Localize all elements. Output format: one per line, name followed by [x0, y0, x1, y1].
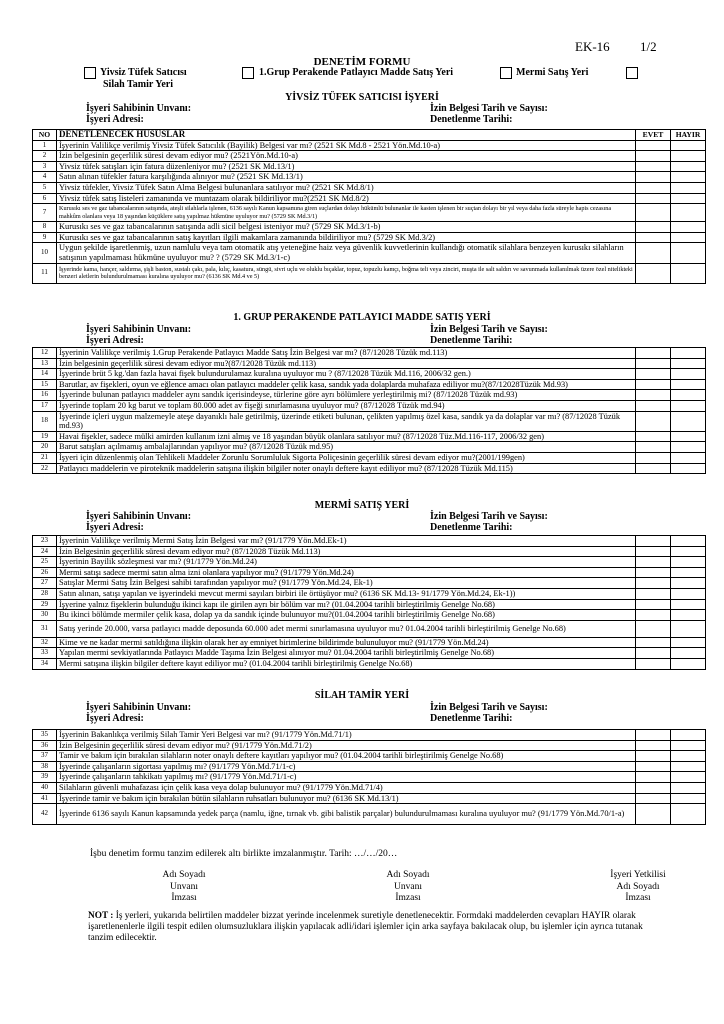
checklist-row [33, 151, 706, 162]
section-title-patlayici: 1. GRUP PERAKENDE PATLAYICI MADDE SATIŞ YERİ [233, 312, 491, 323]
page-number: 1/2 [640, 39, 657, 54]
answer-yes-cell[interactable] [636, 263, 671, 283]
answer-no-cell[interactable] [671, 222, 706, 233]
signature-title-label: Unvanı [170, 881, 198, 892]
item-number: 30 [33, 610, 57, 621]
item-number: 20 [33, 442, 57, 453]
item-number: 11 [33, 263, 57, 283]
answer-yes-cell[interactable] [636, 390, 671, 401]
signature-sign-label: İmzası [171, 893, 197, 903]
checklist-table-mermi [32, 535, 706, 670]
checklist-row [33, 658, 706, 669]
item-number: 2 [33, 151, 57, 162]
checklist-row [33, 369, 706, 380]
label-silah-tamir: Silah Tamir Yeri [103, 79, 174, 90]
answer-no-cell[interactable] [671, 567, 706, 578]
col-header-items: DENETLENECEK HUSUSLAR [57, 130, 636, 141]
item-text: İzin Belgesinin geçerlilik süresi devam ediyor mu? (91/1779 Yön.Md.71/2) [57, 740, 636, 751]
item-text: Satın alınan tüfekler fatura karşılığında alınıyor mu? (2521 SK Md.13/1) [57, 172, 636, 183]
answer-no-cell[interactable] [671, 369, 706, 380]
checklist-row [33, 204, 706, 222]
answer-yes-cell[interactable] [636, 772, 671, 783]
item-number: 7 [33, 204, 57, 222]
item-text: Mermi satışına ilişkin bilgiler deftere kayıt ediliyor mu? (01.04.2004 tarihli birleştirilmiş Genelge No.68) [57, 658, 636, 669]
item-number: 29 [33, 599, 57, 610]
item-text: İşyerinde tamir ve bakım için bırakılan bütün silahların ruhsatları bulunuyor mu? (6136 SK Md.13/1) [57, 793, 636, 804]
item-text: Tamir ve bakım için bırakılan silahların noter onaylı deftere kayıtları yapılıyor mu? (01.04.2004 tarihli birleştirilmiş Genelge No.68) [57, 751, 636, 762]
item-text: Yivsiz tüfekler, Yivsiz Tüfek Satın Alma Belgesi bulunanlara satılıyor mu? (2521 SK Md.8/1) [57, 182, 636, 193]
answer-yes-cell[interactable] [636, 648, 671, 659]
permit-label: İzin Belgesi Tarih ve Sayısı: [430, 324, 548, 335]
checkbox-mermi-satis[interactable] [500, 67, 512, 79]
checklist-row [33, 463, 706, 474]
answer-yes-cell[interactable] [636, 193, 671, 204]
section-title-mermi: MERMİ SATIŞ YERİ [314, 500, 410, 511]
answer-yes-cell[interactable] [636, 536, 671, 547]
answer-yes-cell[interactable] [636, 172, 671, 183]
signature-sign-label: İmzası [395, 893, 421, 903]
answer-no-cell[interactable] [671, 379, 706, 390]
answer-no-cell[interactable] [671, 793, 706, 804]
checklist-row [33, 442, 706, 453]
address-label: İşyeri Adresi: [86, 713, 144, 724]
item-number: 23 [33, 536, 57, 547]
item-text: Barut satışları açılmamış ambalajlarından yapılıyor mu? (87/12028 Tüzük md.95) [57, 442, 636, 453]
answer-yes-cell[interactable] [636, 348, 671, 359]
checklist-row [33, 400, 706, 411]
permit-label: İzin Belgesi Tarih ve Sayısı: [430, 702, 548, 713]
signature-block-inspector-1 [124, 870, 244, 905]
item-number: 37 [33, 751, 57, 762]
answer-no-cell[interactable] [671, 740, 706, 751]
answer-yes-cell[interactable] [636, 730, 671, 741]
checkbox-patlayici-madde[interactable] [242, 67, 254, 79]
answer-yes-cell[interactable] [636, 578, 671, 589]
inspection-date-label: Denetlenme Tarihi: [430, 114, 513, 125]
item-number: 19 [33, 431, 57, 442]
checklist-row [33, 182, 706, 193]
checklist-row [33, 546, 706, 557]
checklist-row [33, 637, 706, 648]
answer-no-cell[interactable] [671, 782, 706, 793]
checklist-row [33, 620, 706, 637]
answer-no-cell[interactable] [671, 243, 706, 263]
label-mermi-satis: Mermi Satış Yeri [516, 67, 589, 78]
item-number: 9 [33, 232, 57, 243]
item-number: 25 [33, 557, 57, 568]
answer-yes-cell[interactable] [636, 182, 671, 193]
inspection-date-label: Denetlenme Tarihi: [430, 522, 513, 533]
answer-yes-cell[interactable] [636, 452, 671, 463]
answer-no-cell[interactable] [671, 620, 706, 637]
item-number: 33 [33, 648, 57, 659]
item-number: 5 [33, 182, 57, 193]
answer-no-cell[interactable] [671, 804, 706, 825]
answer-yes-cell[interactable] [636, 740, 671, 751]
answer-yes-cell[interactable] [636, 222, 671, 233]
answer-no-cell[interactable] [671, 588, 706, 599]
answer-yes-cell[interactable] [636, 546, 671, 557]
address-label: İşyeri Adresi: [86, 114, 144, 125]
answer-no-cell[interactable] [671, 637, 706, 648]
checklist-row [33, 161, 706, 172]
item-number: 41 [33, 793, 57, 804]
answer-yes-cell[interactable] [636, 793, 671, 804]
checklist-row [33, 740, 706, 751]
checklist-row [33, 782, 706, 793]
checkbox-yivsiz-tufek[interactable] [84, 67, 96, 79]
note-text: İş yerleri, yukarıda belirtilen maddeler bizzat yerinde incelenmek suretiyle denetlenecektir. Formdaki maddelerden cevapları HAYIR olarak işaretlenenlerle ilgili tespit edilen olumsuzluklara ilişkin yapılacak adli/idari işlemler için arka sayfaya bakılacak olup, bu işlemler için ayrıca tutanak tanzim edilecektir. [88, 911, 643, 943]
checklist-row [33, 431, 706, 442]
owner-label: İşyeri Sahibinin Unvanı: [86, 702, 192, 713]
item-number: 13 [33, 358, 57, 369]
item-number: 4 [33, 172, 57, 183]
answer-no-cell[interactable] [671, 390, 706, 401]
answer-yes-cell[interactable] [636, 442, 671, 453]
item-number: 36 [33, 740, 57, 751]
checklist-row [33, 536, 706, 547]
checklist-row [33, 140, 706, 151]
item-number: 22 [33, 463, 57, 474]
answer-yes-cell[interactable] [636, 431, 671, 442]
answer-yes-cell[interactable] [636, 567, 671, 578]
answer-yes-cell[interactable] [636, 369, 671, 380]
checklist-row [33, 751, 706, 762]
answer-yes-cell[interactable] [636, 599, 671, 610]
item-text: Yapılan mermi sevkiyatlarında Patlayıcı Madde Taşıma İzin Belgesi alınıyor mu? 01.04.2004 tarihli birleştirilmiş Genelge No.68) [57, 648, 636, 659]
checklist-row [33, 243, 706, 263]
signature-sign-label: İmzası [625, 893, 651, 903]
checklist-row [33, 730, 706, 741]
checkbox-silah-tamir[interactable] [626, 67, 638, 79]
item-text: Kime ve ne kadar mermi satıldığına ilişkin olarak her ay emniyet birimlerine bildirimde bulunuluyor mu? (91/1779 Yön.Md.24) [57, 637, 636, 648]
checklist-row [33, 557, 706, 568]
item-text: İşyeri için düzenlenmiş olan Tehlikeli Maddeler Zorunlu Sorumluluk Sigorta Poliçesinin geçerlilik süresi devam ediyor mu?(2001/199gen) [57, 452, 636, 463]
item-text: İşyerinin Bayilik sözleşmesi var mı? (91/1779 Yön.Md.24) [57, 557, 636, 568]
answer-no-cell[interactable] [671, 232, 706, 243]
col-header-no: NO [33, 130, 57, 141]
col-header-no-answer: HAYIR [671, 130, 706, 141]
item-text: İzin belgesinin geçerlilik süresi devam ediyor mu?(87/12028 Tüzük md.113) [57, 358, 636, 369]
answer-yes-cell[interactable] [636, 610, 671, 621]
item-number: 14 [33, 369, 57, 380]
answer-yes-cell[interactable] [636, 658, 671, 669]
checklist-row [33, 263, 706, 283]
checklist-row [33, 390, 706, 401]
item-number: 3 [33, 161, 57, 172]
answer-no-cell[interactable] [671, 536, 706, 547]
item-text: Yivsiz tüfek satış listeleri zamanında ve muntazam olarak bildiriliyor mu?(2521 SK Md.8/2) [57, 193, 636, 204]
answer-no-cell[interactable] [671, 658, 706, 669]
form-title: DENETİM FORMU [313, 56, 411, 68]
checklist-row [33, 358, 706, 369]
answer-no-cell[interactable] [671, 172, 706, 183]
signature-role-label: İşyeri Yetkilisi [610, 870, 666, 880]
item-text: İşyerinde kama, hançer, saldırma, şişli baston, sustalı çakı, pala, kılıç, kasatura, süngü, sivri uçlu ve oluklu bıçaklar, topuz, topuzlu kamçı, boğma teli veya zinciri, muşta ile salt saldırı ve savunmada kullanılmak üzere özel nitelikteki benzeri aletlerin bulundurulmaması kuralına uyuluyor mu? (6136 SK Md.4 ve 5) [57, 263, 636, 283]
answer-yes-cell[interactable] [636, 161, 671, 172]
answer-yes-cell[interactable] [636, 557, 671, 568]
item-text: Kurusıkı ses ve gaz tabancalarının satışında, ateşli silahlarla işlenen, 6136 sayılı Kanun kapsamına giren suçlardan dolayı hükümlü bulunanlar ile kasten işlenen bir suçtan dolayı bir yıl veya daha fazla süreyle hapis cezasına mahkûm olanlara veya 18 yaşından küçüklere satış yapılmaz hükmüne uyuluyor mu? (5729 SK Md.3/1) [57, 204, 636, 222]
checklist-row [33, 761, 706, 772]
item-number: 27 [33, 578, 57, 589]
item-number: 34 [33, 658, 57, 669]
item-text: Havai fişekler, sadece mülki amirden kullanım izni almış ve 18 yaşından büyük olanlara satılıyor mu? (87/12028 Tüz.Md.116-117, 2006/32 gen) [57, 431, 636, 442]
checklist-row [33, 379, 706, 390]
answer-no-cell[interactable] [671, 411, 706, 431]
answer-yes-cell[interactable] [636, 358, 671, 369]
answer-no-cell[interactable] [671, 610, 706, 621]
item-number: 39 [33, 772, 57, 783]
item-text: Mermi satışı sadece mermi satın alma izni olanlara yapılıyor mu? (91/1779 Yön.Md.24) [57, 567, 636, 578]
item-text: İşyerinde çalışanların tahkikatı yapılmış mı? (91/1779 Yön.Md.71/1-c) [57, 772, 636, 783]
answer-yes-cell[interactable] [636, 151, 671, 162]
answer-yes-cell[interactable] [636, 379, 671, 390]
item-text: Satış yerinde 20.000, varsa patlayıcı madde deposunda 60.000 adet mermi sınırlamasına uyuluyor mu? 01.04.2004 tarihli birleştirilmiş Genelge No.68) [57, 620, 636, 637]
item-number: 40 [33, 782, 57, 793]
item-text: Silahların güvenli muhafazası için çelik kasa veya dolap bulunuyor mu? (91/1779 Yön.Md.71/4) [57, 782, 636, 793]
answer-yes-cell[interactable] [636, 761, 671, 772]
checklist-row [33, 232, 706, 243]
item-number: 17 [33, 400, 57, 411]
owner-label: İşyeri Sahibinin Unvanı: [86, 103, 192, 114]
answer-no-cell[interactable] [671, 751, 706, 762]
section-title-silah-tamir: SİLAH TAMİR YERİ [314, 690, 410, 701]
checklist-row [33, 588, 706, 599]
item-text: İzin Belgesinin geçerlilik süresi devam ediyor mu? (87/12028 Tüzük Md.113) [57, 546, 636, 557]
item-number: 8 [33, 222, 57, 233]
checklist-row [33, 193, 706, 204]
item-number: 18 [33, 411, 57, 431]
label-patlayici-madde: 1.Grup Perakende Patlayıcı Madde Satış Yeri [259, 67, 454, 78]
answer-no-cell[interactable] [671, 204, 706, 222]
signature-title-label: Unvanı [394, 881, 422, 892]
item-text: İşyerinde brüt 5 kg.'dan fazla havai fişek bulundurulamaz kuralına uyuluyor mu ? (87/12028 Tüzük Md.116, 2006/32 gen.) [57, 369, 636, 380]
answer-yes-cell[interactable] [636, 620, 671, 637]
answer-no-cell[interactable] [671, 263, 706, 283]
item-text: İşyerine yalnız fişeklerin bulunduğu ikinci kapı ile girilen ayrı bir bölüm var mı? (01.04.2004 tarihli birleştirilmiş Genelge No.68) [57, 599, 636, 610]
answer-no-cell[interactable] [671, 648, 706, 659]
item-number: 32 [33, 637, 57, 648]
item-text: İşyerinde içleri uygun malzemeyle ateşe dayanıklı hale getirilmiş, üzerinde etiketi bulunan, çelikten yapılmış özel kasa, sandık ya da dolaplar var mı? (87/12028 Tüzük md.93) [57, 411, 636, 431]
item-number: 38 [33, 761, 57, 772]
answer-yes-cell[interactable] [636, 140, 671, 151]
checklist-row [33, 222, 706, 233]
item-number: 15 [33, 379, 57, 390]
item-text: Kurusıkı ses ve gaz tabancalarının satışında adli sicil belgesi isteniyor mu? (5729 SK Md.3/1-b) [57, 222, 636, 233]
note-label: NOT : [88, 911, 114, 921]
permit-label: İzin Belgesi Tarih ve Sayısı: [430, 511, 548, 522]
answer-no-cell[interactable] [671, 140, 706, 151]
answer-no-cell[interactable] [671, 431, 706, 442]
item-text: İşyerinin Valilikçe verilmiş Yivsiz Tüfek Satıcılık (Bayilik) Belgesi var mı? (2521 SK Md.8 - 2521 Yön.Md.10-a) [57, 140, 636, 151]
item-number: 10 [33, 243, 57, 263]
answer-yes-cell[interactable] [636, 232, 671, 243]
item-number: 24 [33, 546, 57, 557]
form-code: EK-16 [575, 39, 610, 54]
item-number: 28 [33, 588, 57, 599]
col-header-yes: EVET [636, 130, 671, 141]
signature-name-label: Adı Soyadı [162, 870, 206, 880]
item-number: 1 [33, 140, 57, 151]
answer-no-cell[interactable] [671, 151, 706, 162]
checklist-table-patlayici [32, 347, 706, 474]
checklist-row [33, 804, 706, 825]
item-text: Patlayıcı maddelerin ve piroteknik maddelerin satışına ilişkin bilgiler noter onaylı deftere kayıt ediliyor mu? (87/12028 Tüzük Md.115) [57, 463, 636, 474]
item-text: Satışlar Mermi Satış İzin Belgesi sahibi tarafından yapılıyor mu? (91/1779 Yön.Md.24, Ek-1) [57, 578, 636, 589]
answer-no-cell[interactable] [671, 599, 706, 610]
item-number: 16 [33, 390, 57, 401]
signature-name-label: Adı Soyadı [386, 870, 430, 880]
signoff-statement: İşbu denetim formu tanzim edilerek altı birlikte imzalanmıştır. Tarih: …/…/20… [90, 849, 398, 859]
answer-no-cell[interactable] [671, 442, 706, 453]
item-number: 6 [33, 193, 57, 204]
inspection-date-label: Denetlenme Tarihi: [430, 335, 513, 346]
answer-yes-cell[interactable] [636, 400, 671, 411]
answer-yes-cell[interactable] [636, 243, 671, 263]
item-text: İşyerinde çalışanların sigortası yapılmış mı? (91/1779 Yön.Md.71/1-c) [57, 761, 636, 772]
answer-no-cell[interactable] [671, 348, 706, 359]
address-label: İşyeri Adresi: [86, 522, 144, 533]
answer-no-cell[interactable] [671, 452, 706, 463]
inspection-date-label: Denetlenme Tarihi: [430, 713, 513, 724]
answer-no-cell[interactable] [671, 578, 706, 589]
checklist-table-silah-tamir [32, 729, 706, 825]
answer-no-cell[interactable] [671, 182, 706, 193]
checklist-row [33, 567, 706, 578]
item-text: Satın alınan, satışı yapılan ve işyerindeki mevcut mermi sayıları birbiri ile örtüşüyor mu? (6136 SK Md.13- 91/1779 Yön.Md.24, Ek-1)) [57, 588, 636, 599]
permit-label: İzin Belgesi Tarih ve Sayısı: [430, 103, 548, 114]
answer-yes-cell[interactable] [636, 804, 671, 825]
section-title-yivsiz: YİVSİZ TÜFEK SATICISI İŞYERİ [285, 92, 439, 103]
answer-no-cell[interactable] [671, 730, 706, 741]
item-text: İşyerinin Bakanlıkça verilmiş Silah Tamir Yeri Belgesi var mı? (91/1779 Yön.Md.71/1) [57, 730, 636, 741]
answer-no-cell[interactable] [671, 161, 706, 172]
answer-yes-cell[interactable] [636, 411, 671, 431]
address-label: İşyeri Adresi: [86, 335, 144, 346]
answer-no-cell[interactable] [671, 546, 706, 557]
answer-no-cell[interactable] [671, 400, 706, 411]
item-number: 12 [33, 348, 57, 359]
checklist-row [33, 578, 706, 589]
label-yivsiz-tufek: Yivsiz Tüfek Satıcısı [100, 67, 187, 78]
owner-label: İşyeri Sahibinin Unvanı: [86, 511, 192, 522]
item-text: İşyerinde 6136 sayılı Kanun kapsamında yedek parça (namlu, iğne, tırnak vb. gibi balistik parçalar) bulundurulmaması kuralına uyuluyor mu? (91/1779 Yön.Md.70/1-a) [57, 804, 636, 825]
checklist-row [33, 452, 706, 463]
owner-label: İşyeri Sahibinin Unvanı: [86, 324, 192, 335]
answer-no-cell[interactable] [671, 193, 706, 204]
item-text: Bu ikinci bölümde mermiler çelik kasa, dolap ya da sandık içinde bulunuyor mu?(01.04.2004 tarihli birleştirilmiş Genelge No.68) [57, 610, 636, 621]
item-number: 26 [33, 567, 57, 578]
answer-no-cell[interactable] [671, 358, 706, 369]
answer-yes-cell[interactable] [636, 637, 671, 648]
answer-yes-cell[interactable] [636, 588, 671, 599]
checklist-row [33, 599, 706, 610]
answer-yes-cell[interactable] [636, 782, 671, 793]
checklist-row [33, 610, 706, 621]
item-text: İşyerinde toplam 20 kg barut ve toplam 80.000 adet av fişeği sınırlamasına uyuluyor mu? (87/12028 Tüzük md.94) [57, 400, 636, 411]
item-number: 35 [33, 730, 57, 741]
answer-no-cell[interactable] [671, 772, 706, 783]
checklist-row [33, 348, 706, 359]
item-text: İşyerinin Valilikçe verilmiş Mermi Satış İzin Belgesi var mı? (91/1779 Yön.Md.Ek-1) [57, 536, 636, 547]
answer-no-cell[interactable] [671, 463, 706, 474]
item-number: 31 [33, 620, 57, 637]
item-text: İşyerinin Valilikçe verilmiş 1.Grup Perakende Patlayıcı Madde Satış İzin Belgesi var mı? (87/12028 Tüzük md.113) [57, 348, 636, 359]
checklist-table-yivsiz [32, 129, 706, 284]
signature-block-inspector-2 [348, 870, 468, 905]
answer-no-cell[interactable] [671, 761, 706, 772]
checklist-row [33, 793, 706, 804]
footer-note [88, 911, 648, 944]
answer-no-cell[interactable] [671, 557, 706, 568]
item-text: İzin belgesinin geçerlilik süresi devam ediyor mu? (2521Yön.Md.10-a) [57, 151, 636, 162]
checklist-row [33, 411, 706, 431]
item-text: Kurusıkı ses ve gaz tabancalarının satış kayıtları ilgili makamlara zamanında bildiriliyor mu? (5729 SK Md.3/2) [57, 232, 636, 243]
item-text: Barutlar, av fişekleri, oyun ve eğlence amacı olan patlayıcı maddeler çelik kasa, sandık yada dolaplarda muhafaza ediliyor mu?(87/12028Tüzük Md.93) [57, 379, 636, 390]
checklist-row [33, 772, 706, 783]
form-type-selector [84, 66, 644, 94]
item-number: 42 [33, 804, 57, 825]
checklist-row [33, 648, 706, 659]
item-number: 21 [33, 452, 57, 463]
answer-yes-cell[interactable] [636, 204, 671, 222]
item-text: İşyerinde bulunan patlayıcı maddeler aynı sandık içerisindeyse, türlerine göre ayrı bölümlere yerleştirilmiş mi? (87/12028 Tüzük md.93) [57, 390, 636, 401]
signature-name-label: Adı Soyadı [616, 881, 660, 892]
item-text: Uygun şekilde işaretlenmiş, uzun namlulu veya tam otomatik atış yeteneğine haiz veya güvenlik kuvvetlerinin kullandığı otomatik silahlara benzeyen kurusıkı silahların satışının yapılmaması hükmüne uyuluyor mu? ? (5729 SK Md.3/1-c) [57, 243, 636, 263]
answer-yes-cell[interactable] [636, 463, 671, 474]
answer-yes-cell[interactable] [636, 751, 671, 762]
signature-block-business [578, 870, 698, 905]
checklist-row [33, 172, 706, 183]
item-text: Yivsiz tüfek satışları için fatura düzenleniyor mu? (2521 SK Md.13/1) [57, 161, 636, 172]
